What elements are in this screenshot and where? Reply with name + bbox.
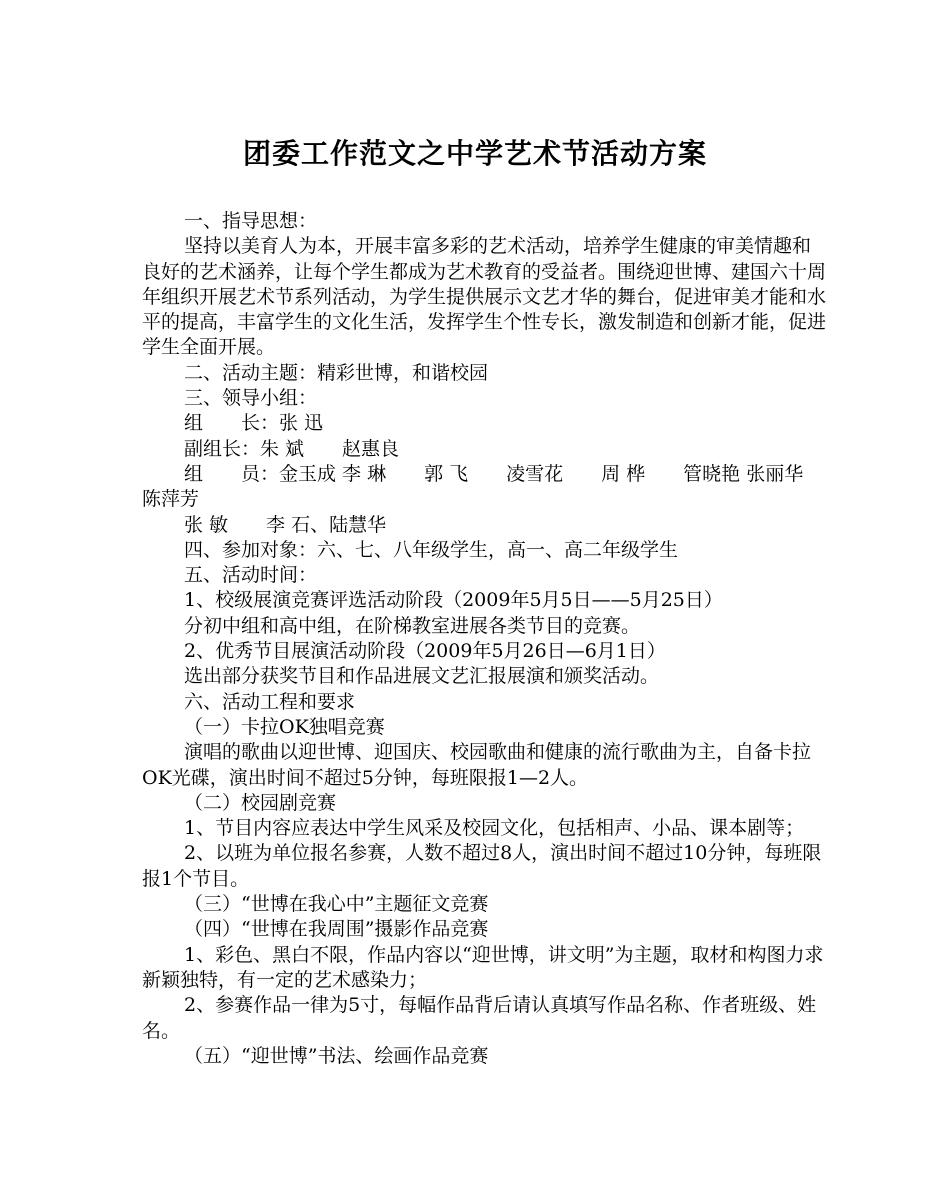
time-stage-2-desc: 选出部分获奖节目和作品进展文艺汇报展演和颁奖活动。 (184, 665, 660, 688)
item-2-rule-2: 2、以班为单位报名参赛，人数不超过8人，演出时间不超过10分钟，每班限报1个节目。 (142, 842, 822, 890)
group-leader: 组 长：张 迅 (184, 412, 324, 435)
item-4-rule-1: 1、彩色、黑白不限，作品内容以“迎世博，讲文明”为主题，取材和构图力求新颖独特，有一定的艺术感染力； (142, 943, 824, 991)
time-stage-2: 2、优秀节目展演活动阶段（2009年5月26日—6月1日） (184, 640, 666, 663)
heading-activity-theme: 二、活动主题：精彩世博，和谐校园 (184, 361, 489, 384)
item-5-title: （五）“迎世博”书法、绘画作品竞赛 (184, 1044, 489, 1067)
group-members-continued: 张 敏 李 石、陆慧华 (184, 513, 387, 536)
item-4-rule-2: 2、参赛作品一律为5寸，每幅作品背后请认真填写作品名称、作者班级、姓名。 (142, 994, 817, 1042)
item-1-desc: 演唱的歌曲以迎世博、迎国庆、校园歌曲和健康的流行歌曲为主，自备卡拉OK光碟，演出时间不超过5分钟，每班限报1—2人。 (142, 741, 812, 789)
heading-leadership-group: 三、领导小组： (184, 387, 318, 410)
document-body (142, 209, 826, 1069)
time-stage-1-desc: 分初中组和高中组，在阶梯教室进展各类节目的竞赛。 (184, 614, 641, 637)
group-deputy-leader: 副组长：朱 斌 赵惠良 (184, 437, 400, 460)
item-1-title: （一）卡拉OK独唱竞赛 (184, 715, 385, 738)
time-stage-1: 1、校级展演竞赛评选活动阶段（2009年5月5日——5月25日） (184, 589, 723, 612)
paragraph-guiding-thought: 坚持以美育人为本，开展丰富多彩的艺术活动，培养学生健康的审美情趣和良好的艺术涵养，让每个学生都成为艺术教育的受益者。围绕迎世博、建国六十周年组织开展艺术节系列活动，为学生提供展示文艺才华的舞台，促进审美才能和水平的提高，丰富学生的文化生活，发挥学生个性专长，激发制造和创新才能，促进学生全面开展。 (142, 235, 827, 359)
item-2-title: （二）校园剧竞赛 (184, 791, 337, 814)
item-4-title: （四）“世博在我周围”摄影作品竞赛 (184, 918, 489, 941)
heading-guiding-thought: 一、指导思想： (184, 210, 318, 232)
group-members: 组 员：金玉成 李 琳 郭 飞 凌雪花 周 桦 管晓艳 张丽华 陈萍芳 (142, 462, 804, 511)
heading-participants: 四、参加对象：六、七、八年级学生，高一、高二年级学生 (184, 538, 679, 561)
item-3-title: （三）“世博在我心中”主题征文竞赛 (184, 893, 489, 916)
item-2-rule-1: 1、节目内容应表达中学生风采及校园文化，包括相声、小品、课本剧等； (184, 817, 805, 840)
document-title: 团委工作范文之中学艺术节活动方案 (242, 137, 707, 170)
heading-activity-items: 六、活动工程和要求 (184, 690, 356, 713)
heading-activity-time: 五、活动时间： (184, 564, 318, 587)
